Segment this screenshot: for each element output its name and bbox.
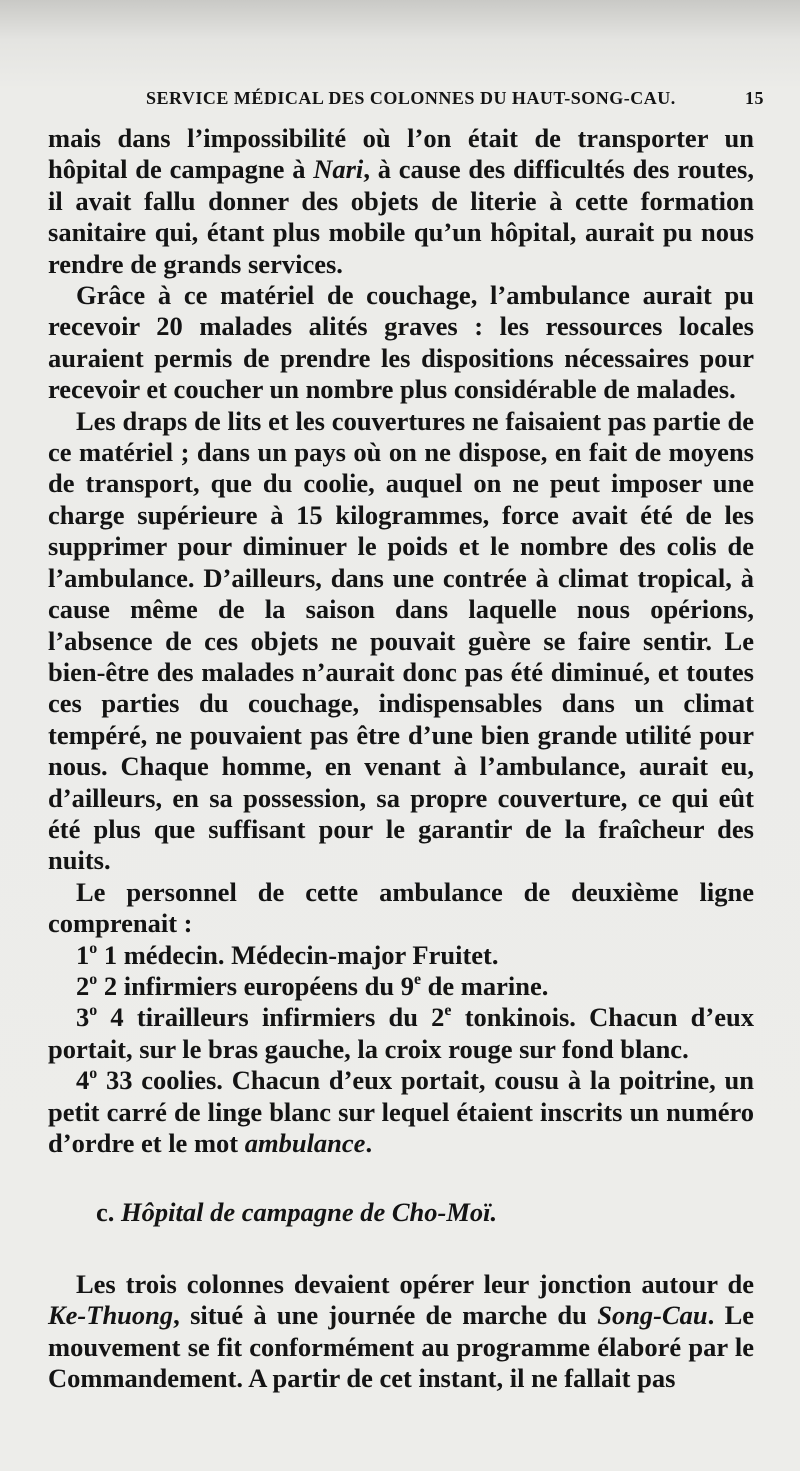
list-number: 1 bbox=[76, 939, 90, 970]
list-item-text: de marine. bbox=[421, 970, 549, 1001]
list-item-4 bbox=[48, 1065, 754, 1159]
ordinal-superscript: e bbox=[444, 1002, 452, 1020]
ordinal-superscript: o bbox=[89, 1002, 98, 1020]
list-item-text: 33 coolies. Chacun d’eux portait, cousu à la poitrine, un petit carré de linge blanc sur lequel étaient inscrits un numéro d’ordre et le mot bbox=[48, 1065, 754, 1158]
running-title: SERVICE MÉDICAL DES COLONNES DU HAUT-SONG-CAU. bbox=[146, 88, 676, 108]
list-item-text: . bbox=[365, 1128, 373, 1158]
section-title: Hôpital de campagne de Cho-Moï. bbox=[121, 1197, 498, 1228]
paragraph-2: Grâce à ce matériel de couchage, l’ambulance aurait pu recevoir 20 malades alités graves : les ressources locales auraient permis de prendre les dispositions nécessaires pour recevoir et coucher un nombre plus considérable de malades. bbox=[48, 280, 754, 405]
list-number: 3 bbox=[76, 1002, 90, 1033]
paragraph-final-text-b: , situé à une journée de marche du bbox=[173, 1300, 598, 1331]
list-item-text: 4 tirailleurs infirmiers du 2 bbox=[97, 1002, 445, 1033]
page-header bbox=[146, 88, 764, 118]
ordinal-superscript: o bbox=[89, 1065, 98, 1083]
list-item-text: 1 médecin. Médecin-major Fruitet. bbox=[97, 939, 499, 970]
ordinal-superscript: o bbox=[89, 970, 98, 988]
paragraph-1-text-b: , à cause des difficultés des routes, il avait fallu donner des objets de literie à cette formation sanitaire qui, étant plus mobile qu’un hôpital, aurait pu nous rendre de grands services. bbox=[48, 154, 754, 279]
ordinal-superscript: o bbox=[89, 939, 98, 957]
emphasized-word: ambulance bbox=[244, 1128, 366, 1158]
paragraph-4: Le personnel de cette ambulance de deuxième ligne comprenait : bbox=[48, 876, 754, 939]
place-name-ke-thuong: Ke-Thuong bbox=[48, 1300, 174, 1331]
section-letter: c. bbox=[96, 1197, 115, 1228]
paragraph-final bbox=[48, 1269, 754, 1395]
ordinal-superscript: e bbox=[413, 970, 422, 988]
list-item-text: tonkinois. Chacun d’eux portait, sur le bras gauche, la croix rouge sur fond blanc. bbox=[48, 1002, 754, 1064]
paragraph-3: Les draps de lits et les couvertures ne faisaient pas partie de ce matériel ; dans un pays où on ne dispose, en fait de moyens de transport, que du coolie, auquel on ne peut imposer une charge supérieure à 15 kilogrammes, force avait été de les supprimer pour diminuer le poids et le nombre des colis de l’ambulance. D’ailleurs, dans une contrée à climat tropical, à cause même de la saison dans laquelle nous opérions, l’absence de ces objets ne pouvait guère se faire sentir. Le bien-être des malades n’aurait donc pas été diminué, et toutes ces parties du couchage, indispensables dans un climat tempéré, ne pouvaient pas être d’une bien grande utilité pour nous. Chaque homme, en venant à l’ambulance, aurait eu, d’ailleurs, en sa possession, sa propre couverture, ce qui eût été plus que suffisant pour le garantir de la fraîcheur des nuits. bbox=[48, 405, 754, 876]
list-item-3 bbox=[48, 1002, 754, 1065]
list-number: 2 bbox=[76, 970, 90, 1001]
list-item-text: 2 infirmiers européens du 9 bbox=[97, 970, 414, 1001]
place-name-nari: Nari bbox=[313, 154, 364, 185]
section-heading bbox=[48, 1159, 754, 1268]
paragraph-1-text-a: mais dans l’impossibilité où l’on était de transporter un hôpital de campagne à bbox=[48, 123, 754, 185]
list-item-1 bbox=[48, 940, 754, 971]
paragraph-1 bbox=[48, 123, 754, 280]
page-number: 15 bbox=[745, 88, 764, 108]
list-item-2 bbox=[48, 971, 754, 1002]
paragraph-final-text-c: . Le mouvement se fit conformément au programme élaboré par le Commandement. A partir de cet instant, il ne fallait pas bbox=[48, 1300, 755, 1394]
list-number: 4 bbox=[76, 1065, 90, 1096]
paragraph-final-text-a: Les trois colonnes devaient opérer leur jonction autour de bbox=[76, 1268, 754, 1299]
place-name-song-cau: Song-Cau bbox=[597, 1300, 708, 1331]
body-text bbox=[48, 123, 754, 1394]
